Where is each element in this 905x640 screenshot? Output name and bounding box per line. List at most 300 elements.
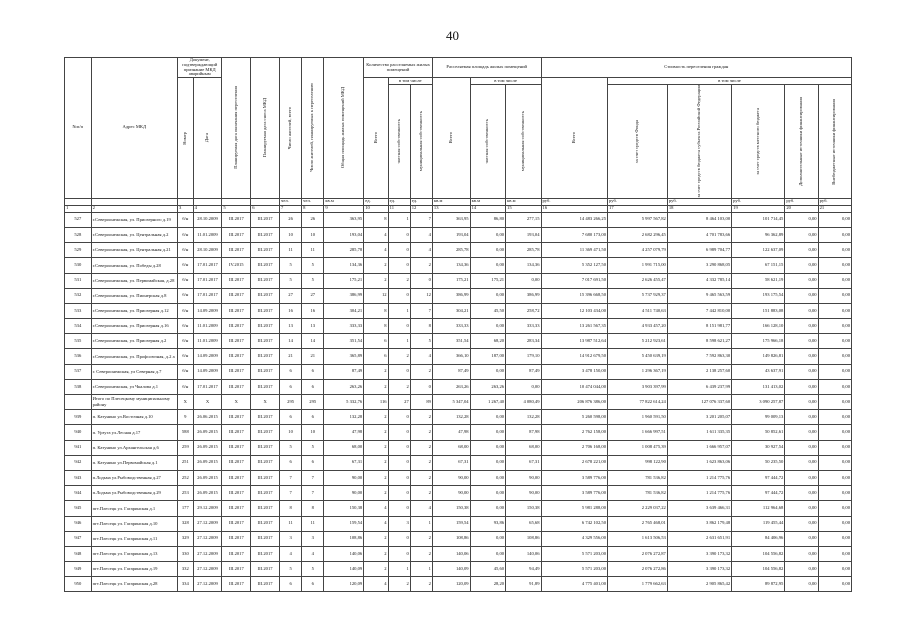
table-cell: 30 927,54 [732, 440, 785, 455]
table-cell: 15 396 668,50 [541, 288, 608, 303]
table-cell: 45,60 [470, 562, 505, 577]
table-cell: 363,95 [432, 212, 470, 227]
table-cell: б/н [178, 319, 194, 334]
table-cell: 277,15 [506, 212, 541, 227]
resettlement-table [64, 57, 852, 592]
page-number: 40 [446, 28, 459, 43]
table-cell: 5 347,04 [432, 395, 470, 410]
table-cell: 193,04 [432, 227, 470, 242]
table-row [65, 531, 852, 546]
column-number: 7 [280, 205, 302, 212]
table-cell: X [222, 395, 251, 410]
table-row [65, 455, 852, 470]
table-cell: III.2017 [251, 288, 280, 303]
table-cell: III.2017 [222, 288, 251, 303]
table-cell: III.2017 [251, 455, 280, 470]
table-row [65, 258, 852, 273]
table-cell: 177 [178, 501, 194, 516]
table-cell: 2 706 168,00 [541, 440, 608, 455]
table-cell: 2 076 272,86 [608, 562, 668, 577]
table-cell: 781 536,82 [608, 470, 668, 485]
table-cell: 295 [280, 395, 302, 410]
table-cell: 175 966,18 [732, 334, 785, 349]
table-cell: 4 [410, 243, 432, 258]
table-cell: III.2017 [251, 243, 280, 258]
table-cell: 534 [65, 319, 92, 334]
table-cell: 0,00 [785, 577, 818, 592]
table-cell: 67 151,15 [732, 258, 785, 273]
table-cell: 101 714,45 [732, 212, 785, 227]
table-cell: 329 [178, 531, 194, 546]
table-cell: 11.01.2009 [193, 319, 222, 334]
table-cell: 77 822 614,24 [608, 395, 668, 410]
table-cell: 0,00 [818, 273, 851, 288]
table-cell: 5 [302, 440, 324, 455]
table-cell: пгт.Плесецк ул. Гагаринская д.13 [91, 546, 177, 561]
table-cell: пгт.Плесецк ул. Гагаринская д.1 [91, 501, 177, 516]
table-cell: 132,28 [432, 410, 470, 425]
table-cell: 8 [364, 303, 388, 318]
table-cell: 27 [280, 288, 302, 303]
table-cell: 2 [410, 486, 432, 501]
table-cell: 253 [178, 486, 194, 501]
table-cell: 0,00 [818, 410, 851, 425]
table-cell: 948 [65, 546, 92, 561]
table-cell: 2 [410, 577, 432, 592]
table-cell: 5 [280, 273, 302, 288]
table-cell: 29.12.2009 [193, 501, 222, 516]
table-cell: г.Североонежская, ул. Приозерная д.2 [91, 334, 177, 349]
table-cell: 283,34 [506, 334, 541, 349]
table-cell: 11.01.2009 [193, 227, 222, 242]
table-cell: б/н [178, 243, 194, 258]
table-cell: 187,00 [470, 349, 505, 364]
table-cell: 3 201 205,07 [667, 410, 731, 425]
table-cell: 6 [280, 364, 302, 379]
table-cell: 531 [65, 273, 92, 288]
table-cell: 90,00 [324, 470, 364, 485]
table-cell: 132,28 [324, 410, 364, 425]
table-cell: 0,00 [785, 303, 818, 318]
table-row [65, 319, 852, 334]
table-cell: б/н [178, 379, 194, 394]
column-number: 20 [785, 205, 818, 212]
table-cell: 4 [410, 501, 432, 516]
table-cell: 251 [178, 455, 194, 470]
header-cost-local: за счет средств местного бюджета [732, 85, 785, 199]
table-cell: 0,00 [785, 531, 818, 546]
table-cell: б/н [178, 334, 194, 349]
table-cell: 3 478 150,00 [541, 364, 608, 379]
table-cell: III.2017 [222, 577, 251, 592]
table-cell: III.2017 [222, 501, 251, 516]
table-cell: 58 621,19 [732, 273, 785, 288]
table-cell: 90,00 [506, 486, 541, 501]
table-cell: 0,00 [470, 319, 505, 334]
table-cell: 1 008 475,39 [608, 440, 668, 455]
table-cell: 11 [302, 243, 324, 258]
table-cell: 0 [388, 319, 410, 334]
table-cell: 175,21 [470, 273, 505, 288]
table-cell: 2 [364, 258, 388, 273]
table-cell: 263,26 [324, 379, 364, 394]
table-row [65, 227, 852, 242]
table-cell: 0 [410, 379, 432, 394]
table-cell: 2 076 272,87 [608, 546, 668, 561]
table-cell: 0,00 [818, 364, 851, 379]
table-cell: 99 009,13 [732, 410, 785, 425]
table-cell: 9 [178, 410, 194, 425]
table-cell: 10 [280, 227, 302, 242]
table-cell: 11 [280, 243, 302, 258]
table-cell: 0,00 [470, 258, 505, 273]
table-cell: 528 [65, 227, 92, 242]
table-cell: 1 779 662,63 [608, 577, 668, 592]
table-cell: 26 [280, 212, 302, 227]
header-total-area: Общая площадь жилых помещений МКД [324, 58, 364, 199]
table-cell: 4 080,49 [506, 395, 541, 410]
table-cell: 179,10 [506, 349, 541, 364]
table-cell: 0,00 [470, 227, 505, 242]
table-row [65, 349, 852, 364]
table-cell: 1 666 957,07 [667, 440, 731, 455]
column-number: 17 [608, 205, 668, 212]
table-cell: III.2017 [251, 562, 280, 577]
table-cell: 1 613 506,53 [608, 531, 668, 546]
table-cell: III.2017 [222, 486, 251, 501]
table-cell: 150,38 [432, 501, 470, 516]
table-cell: б/н [178, 349, 194, 364]
table-cell: 6 [364, 334, 388, 349]
table-cell: 159,54 [324, 516, 364, 531]
table-cell: 0,00 [818, 379, 851, 394]
column-number: 6 [251, 205, 280, 212]
table-cell: 0,00 [818, 546, 851, 561]
table-cell: 3 589 776,00 [541, 486, 608, 501]
header-cost-reserve: Внебюджетные источники финансирования [818, 85, 851, 199]
table-cell: 16 [302, 303, 324, 318]
table-cell: 7 592 863,30 [667, 349, 731, 364]
table-cell: 1 666 997,51 [608, 425, 668, 440]
table-row [65, 379, 852, 394]
table-cell: 89 [410, 395, 432, 410]
table-cell: 2 682 296,45 [608, 227, 668, 242]
table-cell: 950 [65, 577, 92, 592]
table-cell: 8 [302, 501, 324, 516]
table-cell: 0,00 [785, 425, 818, 440]
table-cell: 12 [364, 288, 388, 303]
table-cell: 175,21 [324, 273, 364, 288]
table-cell: 0,00 [470, 546, 505, 561]
table-cell: 2 [410, 546, 432, 561]
table-cell: 0,00 [818, 577, 851, 592]
table-cell: 0,00 [785, 212, 818, 227]
table-cell: 193,04 [506, 227, 541, 242]
table-cell: 304,21 [432, 303, 470, 318]
table-cell: 45,50 [470, 303, 505, 318]
table-cell: 6 989 704,77 [667, 243, 731, 258]
table-cell: 781 536,82 [608, 486, 668, 501]
table-cell: 140,09 [324, 562, 364, 577]
table-cell: г.Североонежская, ул. Приозерная д.16 [91, 319, 177, 334]
table-cell: 6 [280, 410, 302, 425]
table-cell: 0,00 [506, 273, 541, 288]
table-cell: 0 [388, 243, 410, 258]
table-cell: 17.01.2017 [193, 273, 222, 288]
table-row [65, 470, 852, 485]
table-cell: 0,00 [470, 486, 505, 501]
table-cell: III.2017 [222, 410, 251, 425]
table-cell: 150,38 [506, 501, 541, 516]
table-cell: 947 [65, 531, 92, 546]
table-cell: 26.09.2015 [193, 425, 222, 440]
table-cell: 140,06 [506, 546, 541, 561]
column-number: 13 [432, 205, 470, 212]
table-cell: 10 [302, 227, 324, 242]
table-cell: 0,00 [470, 501, 505, 516]
table-cell: 285,78 [506, 243, 541, 258]
table-cell: 252 [178, 470, 194, 485]
table-row [65, 212, 852, 227]
table-cell: 6 [302, 364, 324, 379]
table-cell: 2 [410, 455, 432, 470]
table-cell: 386,99 [432, 288, 470, 303]
table-cell: 68,00 [324, 440, 364, 455]
table-cell: III.2017 [251, 212, 280, 227]
table-cell: III.2017 [222, 470, 251, 485]
table-cell: 1 [410, 562, 432, 577]
header-emerg-private: частная собственность [388, 85, 410, 199]
table-cell: 536 [65, 349, 92, 364]
table-cell: 363,95 [324, 212, 364, 227]
header-area-in-number: в том числе [470, 78, 541, 85]
table-row [65, 425, 852, 440]
table-cell: 285,78 [432, 243, 470, 258]
header-doc-group: Документ, подтверждающий признание МКД аварийным [178, 58, 222, 78]
table-cell: 5 260 598,00 [541, 410, 608, 425]
table-cell: 87,49 [506, 364, 541, 379]
table-cell: 8 [410, 319, 432, 334]
table-cell: 2 [388, 273, 410, 288]
table-cell: 2 905 865,42 [667, 577, 731, 592]
table-cell: 89 872,95 [732, 577, 785, 592]
table-cell: 90,00 [506, 470, 541, 485]
table-cell: III.2017 [251, 410, 280, 425]
table-cell: 6 [302, 410, 324, 425]
table-cell: 328 [178, 516, 194, 531]
table-cell: б/н [178, 303, 194, 318]
table-cell: 47,98 [432, 425, 470, 440]
table-cell: 13 261 567,35 [541, 319, 608, 334]
header-residents-planned: Число жителей, планируемых к переселению [302, 58, 324, 199]
table-cell: 2 [364, 425, 388, 440]
table-cell: 6 [302, 577, 324, 592]
table-cell: 1 991 715,00 [608, 258, 668, 273]
table-cell: 333,33 [432, 319, 470, 334]
table-cell: 26.09.2015 [193, 440, 222, 455]
table-cell: 944 [65, 486, 92, 501]
table-cell: 5 737 929,37 [608, 288, 668, 303]
table-cell: 532 [65, 288, 92, 303]
table-cell: 4 329 556,00 [541, 531, 608, 546]
table-cell: 8 598 621,27 [667, 334, 731, 349]
table-cell: 1 214 775,76 [667, 470, 731, 485]
table-cell: 2 [364, 562, 388, 577]
table-cell: 27 [388, 395, 410, 410]
table-cell: 140,06 [432, 546, 470, 561]
column-number: 2 [91, 205, 177, 212]
table-cell: пгт.Плесецк ул. Гагаринская д.28 [91, 577, 177, 592]
table-cell: 4 [364, 516, 388, 531]
table-cell: 134,36 [324, 258, 364, 273]
table-cell: 26.09.2015 [193, 486, 222, 501]
table-cell: 5 [302, 562, 324, 577]
table-cell: 26.09.2015 [193, 470, 222, 485]
table-cell: III.2017 [222, 349, 251, 364]
table-cell: 4 933 457,20 [608, 319, 668, 334]
table-cell: 0,00 [785, 440, 818, 455]
table-row [65, 303, 852, 318]
table-row [65, 546, 852, 561]
table-cell: 10 [280, 425, 302, 440]
table-cell: 8 151 981,77 [667, 319, 731, 334]
table-cell: 943 [65, 470, 92, 485]
column-number: 3 [178, 205, 194, 212]
table-cell: 127 076 337,60 [667, 395, 731, 410]
table-cell: г.Североонежская, ул. Приозерная д.12 [91, 303, 177, 318]
table-cell: 527 [65, 212, 92, 227]
table-cell: 11 [302, 516, 324, 531]
table-cell: 4 257 079,79 [608, 243, 668, 258]
table-cell: III.2017 [251, 531, 280, 546]
table-cell: пгт.Плесецк ул. Гагаринская д.10 [91, 516, 177, 531]
table-cell: 120,09 [432, 577, 470, 592]
column-number: 16 [541, 205, 608, 212]
table-cell: 0,00 [818, 455, 851, 470]
table-cell: 150,38 [324, 501, 364, 516]
table-cell: 96 362,89 [732, 227, 785, 242]
table-cell: 5 212 923,61 [608, 334, 668, 349]
table-cell: п. Катунино ул.Архангельская д.6 [91, 440, 177, 455]
table-cell: 159,54 [432, 516, 470, 531]
table-row [65, 486, 852, 501]
table-cell: 6 [364, 349, 388, 364]
table-cell: 11.01.2009 [193, 334, 222, 349]
table-cell: III.2017 [222, 562, 251, 577]
table-cell: 530 [65, 258, 92, 273]
table-cell: 0,00 [470, 440, 505, 455]
table-cell: 333,33 [506, 319, 541, 334]
table-cell: 0,00 [785, 486, 818, 501]
table-cell: 5 571 203,00 [541, 562, 608, 577]
table-cell: 5 997 567,82 [608, 212, 668, 227]
table-cell: 3 [280, 531, 302, 546]
table-cell: 3 390 173,32 [667, 546, 731, 561]
table-cell: 26.09.2015 [193, 455, 222, 470]
column-number: 15 [506, 205, 541, 212]
table-cell: 8 464 103,00 [667, 212, 731, 227]
table-cell: 4 [364, 227, 388, 242]
table-cell: 259 [178, 440, 194, 455]
table-cell: 332 [178, 562, 194, 577]
table-cell: 0,00 [785, 516, 818, 531]
table-cell: 0,00 [818, 303, 851, 318]
table-cell: 90,00 [432, 486, 470, 501]
table-cell: 206 876 386,00 [541, 395, 608, 410]
table-cell: 0 [388, 410, 410, 425]
table-cell: X [251, 395, 280, 410]
table-cell: 3 589 776,00 [541, 470, 608, 485]
table-cell: 17.01.2017 [193, 258, 222, 273]
table-cell: 0,00 [818, 227, 851, 242]
table-cell: г.Североонежская, ул. Победы д.28 [91, 258, 177, 273]
header-area-municipal: муниципальная собственность [506, 85, 541, 199]
table-cell: 67,31 [506, 455, 541, 470]
table-cell: 366,10 [432, 349, 470, 364]
table-cell: 333,33 [324, 319, 364, 334]
table-cell: 263,26 [432, 379, 470, 394]
table-cell: п. Катунино ул.Первомайская д.1 [91, 455, 177, 470]
table-row [65, 410, 852, 425]
table-cell: г.Североонежская, ул. Центральная д.2 [91, 227, 177, 242]
column-number: 18 [667, 205, 731, 212]
header-plan-start: Планируемая дата окончания переселения [222, 58, 251, 199]
column-number: 21 [818, 205, 851, 212]
table-cell: 0,00 [470, 410, 505, 425]
table-cell: 28.10.2009 [193, 212, 222, 227]
table-cell: X [193, 395, 222, 410]
table-cell: 0,00 [470, 455, 505, 470]
table-cell: 10 [302, 425, 324, 440]
table-cell: 6 [280, 379, 302, 394]
table-cell: 2 [364, 470, 388, 485]
table-cell: 2 138 257,60 [667, 364, 731, 379]
table-cell: 11 369 471,50 [541, 243, 608, 258]
column-number: 4 [193, 205, 222, 212]
table-cell: 2 765 468,01 [608, 516, 668, 531]
table-cell: г.Североонежская, ул. Первомайская, д.28 [91, 273, 177, 288]
table-cell: 4 [302, 546, 324, 561]
table-cell: III.2017 [251, 486, 280, 501]
header-plan-demolish: Планируемая дата сноса МКД [251, 58, 280, 199]
table-cell: 7 [280, 470, 302, 485]
table-cell: 3 090 257,87 [732, 395, 785, 410]
header-n: №п/п [65, 58, 92, 199]
table-cell: 65,68 [506, 516, 541, 531]
table-cell: X [178, 395, 194, 410]
table-cell: 0,00 [818, 349, 851, 364]
table-cell: 14.09.2009 [193, 349, 222, 364]
table-cell: 0,00 [818, 562, 851, 577]
table-cell: 0,00 [818, 212, 851, 227]
table-cell: 1 296 367,19 [608, 364, 668, 379]
table-body [65, 212, 852, 592]
table-cell: III.2017 [222, 243, 251, 258]
table-cell: 1 960 591,50 [608, 410, 668, 425]
table-cell: 68,00 [506, 440, 541, 455]
header-area-total: Всего [432, 78, 470, 199]
table-cell: 16 [280, 303, 302, 318]
table-cell: 535 [65, 334, 92, 349]
table-cell: 2 626 455,47 [608, 273, 668, 288]
table-cell: 6 [302, 379, 324, 394]
table-cell: 68,20 [470, 334, 505, 349]
table-cell: III.2017 [251, 501, 280, 516]
table-cell: 27.12.2009 [193, 531, 222, 546]
table-cell: 116 [364, 395, 388, 410]
table-cell: 13 [302, 319, 324, 334]
table-cell: 7 [302, 470, 324, 485]
